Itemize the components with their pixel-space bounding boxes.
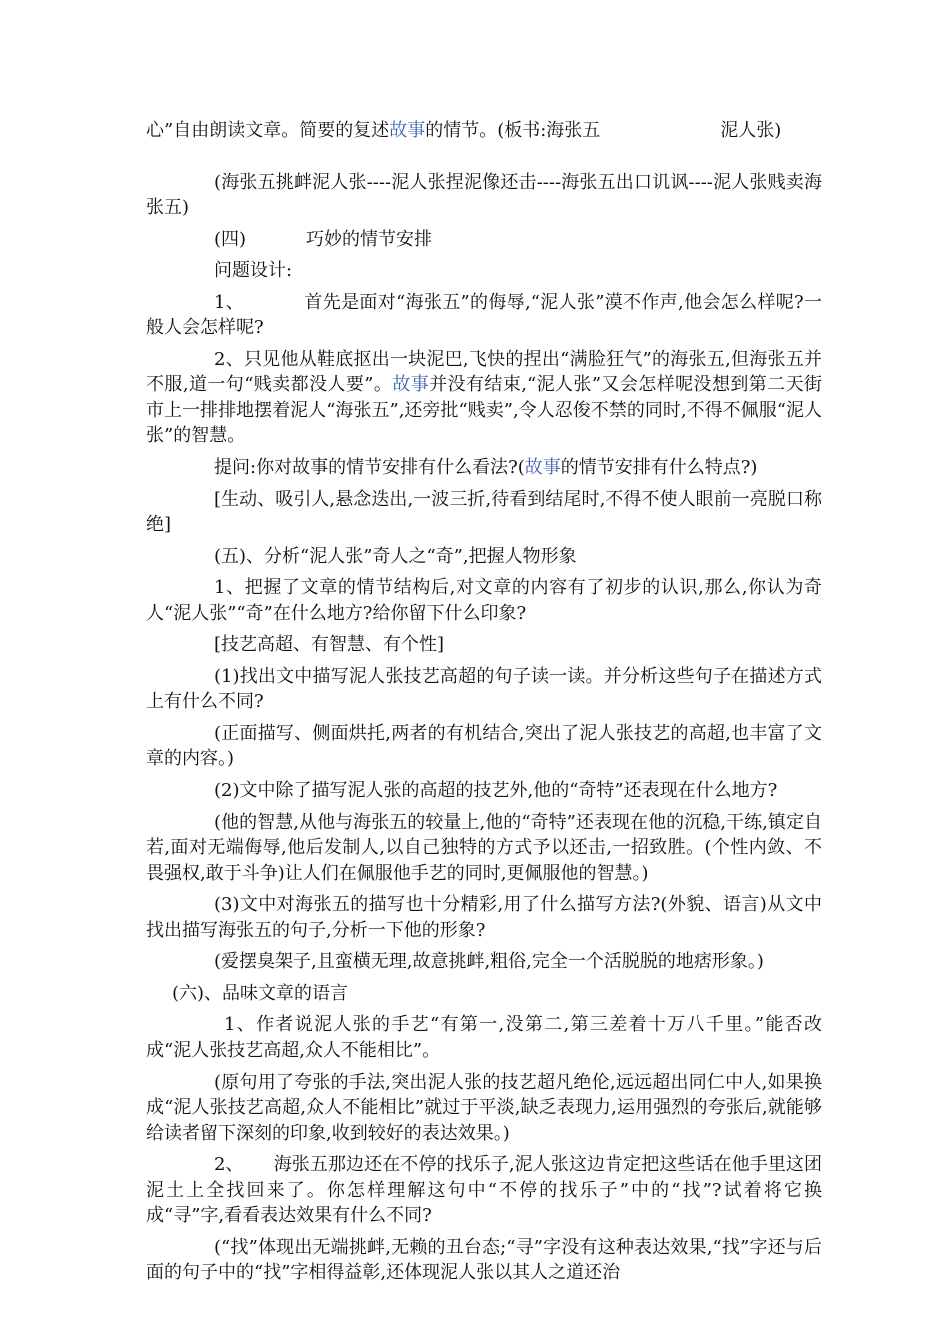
item-number: 2、 (214, 1154, 244, 1176)
text: 的情节安排有什么特点?) (560, 457, 758, 479)
story-link[interactable]: 故事 (524, 457, 561, 479)
section-number: (四) (214, 228, 247, 250)
question-language-1: 1、作者说泥人张的手艺“有第一,没第二,第三差着十万八千里。”能否改成“泥人张技艺高超,众人不能相比”。 (146, 1014, 822, 1061)
question-1 (146, 290, 822, 341)
story-link[interactable]: 故事 (389, 120, 426, 141)
answer-language-2: (“找”体现出无端挑衅,无赖的丑台态;“寻”字没有这种表达效果,“找”字还与后面的句子中的“找”字相得益彰,还体现泥人张以其人之道还治 (146, 1236, 822, 1284)
question-language-2 (146, 1152, 822, 1229)
section-heading-6: (六)、品味文章的语言 (172, 982, 349, 1004)
text: 泥人张) (720, 120, 782, 141)
section-heading-5: (五)、分析“泥人张”奇人之“奇”,把握人物形象 (214, 545, 577, 567)
answer-unique: (他的智慧,从他与海张五的较量上,他的“奇特”还表现在他的沉稳,干练,镇定自若,面对无端侮辱,他后发制人,以自己独特的方式予以还击,一招致胜。(个性内敛、不畏强权,敢于斗争)让人们在佩服他手艺的同时,更佩服他的智慧。) (146, 811, 822, 884)
text: 2、只见他从鞋底抠出一块泥巴,飞快的捏出“满脸狂气”的海张五,但海张五并不服,道一句“贱卖都没人要”。 (146, 348, 822, 396)
answer-haizhangwu: (爱摆臭架子,且蛮横无理,故意挑衅,粗俗,完全一个活脱脱的地痞形象。) (214, 951, 764, 973)
item-number: 1、 (214, 291, 245, 313)
question-haizhangwu: (3)文中对海张五的描写也十分精彩,用了什么描写方法?(外貌、语言)从文中找出描写海张五的句子,分析一下他的形象? (146, 894, 822, 941)
section-title: 巧妙的情节安排 (306, 228, 433, 250)
answer-skill: (正面描写、侧面烘托,两者的有机结合,突出了泥人张技艺的高超,也丰富了文章的内容。) (146, 722, 822, 770)
answer-character: [技艺高超、有智慧、有个性] (214, 634, 445, 656)
text: 提问:你对故事的情节安排有什么看法?( (214, 457, 525, 479)
text: 并没有结束,“泥人张”又会怎样呢没想到第二天街市上一排排地摆着泥人“海张五”,还旁批“贱卖”,令人忍俊不禁的同时,不得不佩服“泥人张”的智慧。 (146, 374, 823, 447)
question-skill: (1)找出文中描写泥人张技艺高超的句子读一读。并分析这些句子在描述方式上有什么不同? (146, 665, 822, 713)
answer-plot: [生动、吸引人,悬念迭出,一波三折,待看到结尾时,不得不使人眼前一亮脱口称绝] (146, 488, 822, 536)
document-page (146, 118, 822, 1292)
text: 的情节。(板书:海张五 (425, 120, 601, 141)
question-unique: (2)文中除了描写泥人张的高超的技艺外,他的“奇特”还表现在什么地方? (214, 780, 778, 802)
question-design-label: 问题设计: (214, 260, 293, 282)
question-2 (146, 347, 822, 449)
answer-language-1: (原句用了夸张的手法,突出泥人张的技艺超凡绝伦,远远超出同仁中人,如果换成“泥人张技艺高超,众人不能相比”就过于平淡,缺乏表现力,运用强烈的夸张后,就能够给读者留下深刻的印象,收到较好的表达效果。) (146, 1071, 822, 1144)
question-plot (146, 455, 822, 481)
paragraph-1 (146, 118, 822, 144)
text: 心”自由朗读文章。简要的复述 (146, 120, 390, 141)
section-heading-4 (146, 227, 822, 253)
question-character: 1、把握了文章的情节结构后,对文章的内容有了初步的认识,那么,你认为奇人“泥人张”“奇”在什么地方?给你留下什么印象? (146, 577, 822, 624)
text: 首先是面对“海张五”的侮辱,“泥人张”漠不作声,他会怎么样呢?一般人会怎样呢? (146, 291, 823, 339)
text: 海张五那边还在不停的找乐子,泥人张这边肯定把这些话在他手里这团泥土上全找回来了。你怎样理解这句中“不停的找乐子”中的“找”?试着将它换成“寻”字,看看表达效果有什么不同? (146, 1154, 823, 1227)
paragraph-plot-summary: (海张五挑衅泥人张----泥人张捏泥像还击----海张五出口讥讽----泥人张贱卖海张五) (146, 171, 822, 219)
story-link[interactable]: 故事 (392, 374, 430, 396)
